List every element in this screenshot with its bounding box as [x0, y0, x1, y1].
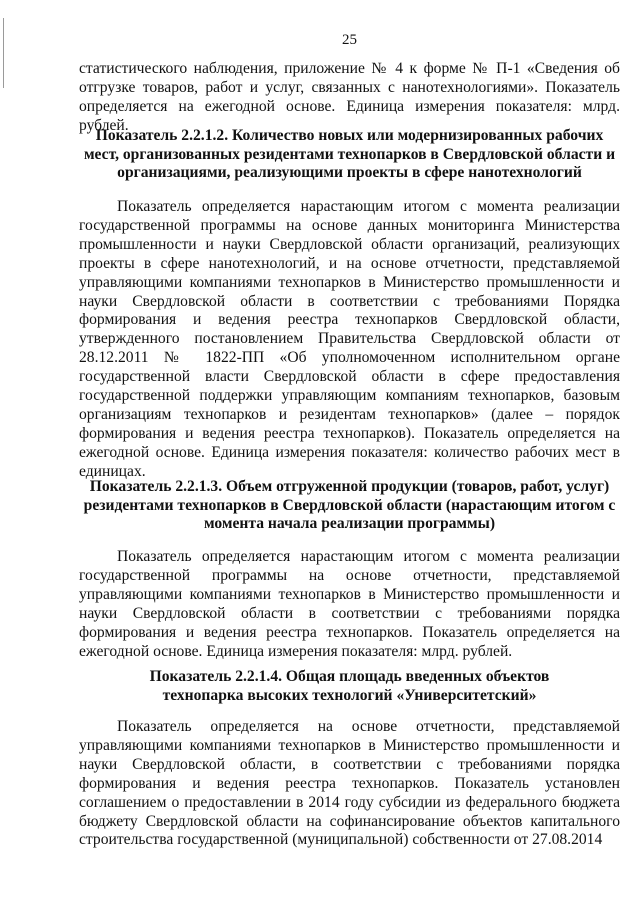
heading-indicator-2-2-1-3: Показатель 2.2.1.3. Объем отгруженной продукции (товаров, работ, услуг) резидентами технопарков в Свердловской области (нарастающим итогом с момента начала реализации программы)	[83, 478, 616, 532]
page-number: 25	[342, 32, 357, 48]
paragraph-intro-continuation: статистического наблюдения, приложение № 4 к форме № П-1 «Сведения об отгрузке товаров, работ и услуг, связанных с нанотехнологиями». Показатель определяется на ежегодной основе. Единица измерения показателя: млрд. рублей.	[79, 60, 620, 134]
paragraph-indicator-2-2-1-2: Показатель определяется нарастающим итогом с момента реализации государственной программы на основе данных мониторинга Министерства промышленности и науки Свердловской области организаций, реализующих проекты в сфере нанотехнологий, и на основе отчетности, представляемой управляющими компаниями технопарков в Министерство промышленности и науки Свердловской области в соответствии с требованиями Порядка формирования и ведения реестра технопарков Свердловской области, утвержденного постановлением Правительства Свердловской области от 28.12.2011 № 1822-ПП «Об уполномоченном исполнительном органе государственной власти Свердловской области в сфере предоставления государственной поддержки управляющим компаниям технопарков, базовым организациям технопарков и резидентам технопарков» (далее – порядок формирования и ведения реестра технопарков). Показатель определяется на ежегодной основе. Единица измерения показателя: количество рабочих мест в единицах.	[79, 198, 620, 480]
paragraph-indicator-2-2-1-4: Показатель определяется на основе отчетности, представляемой управляющими компаниями технопарков в Министерство промышленности и науки Свердловской области, в соответствии с требованиями порядка формирования и ведения реестра технопарков. Показатель установлен соглашением о предоставлении в 2014 году субсидии из федерального бюджета бюджету Свердловской области на софинансирование объектов капитального строительства государственной (муниципальной) собственности от 27.08.2014	[79, 718, 620, 849]
scan-edge-mark	[3, 18, 4, 88]
heading-indicator-2-2-1-4: Показатель 2.2.1.4. Общая площадь введенных объектов технопарка высоких технологий «Университетский»	[149, 668, 550, 704]
paragraph-indicator-2-2-1-3: Показатель определяется нарастающим итогом с момента реализации государственной программы на основе отчетности, представляемой управляющими компаниями технопарков в Министерство промышленности и науки Свердловской области в соответствии с требованиями порядка формирования и ведения реестра технопарков. Показатель определяется на ежегодной основе. Единица измерения показателя: млрд. рублей.	[79, 548, 620, 660]
heading-indicator-2-2-1-2: Показатель 2.2.1.2. Количество новых или модернизированных рабочих мест, организованных резидентами технопарков в Свердловской области и организациями, реализующими проекты в сфере нанотехнологий	[83, 127, 616, 181]
